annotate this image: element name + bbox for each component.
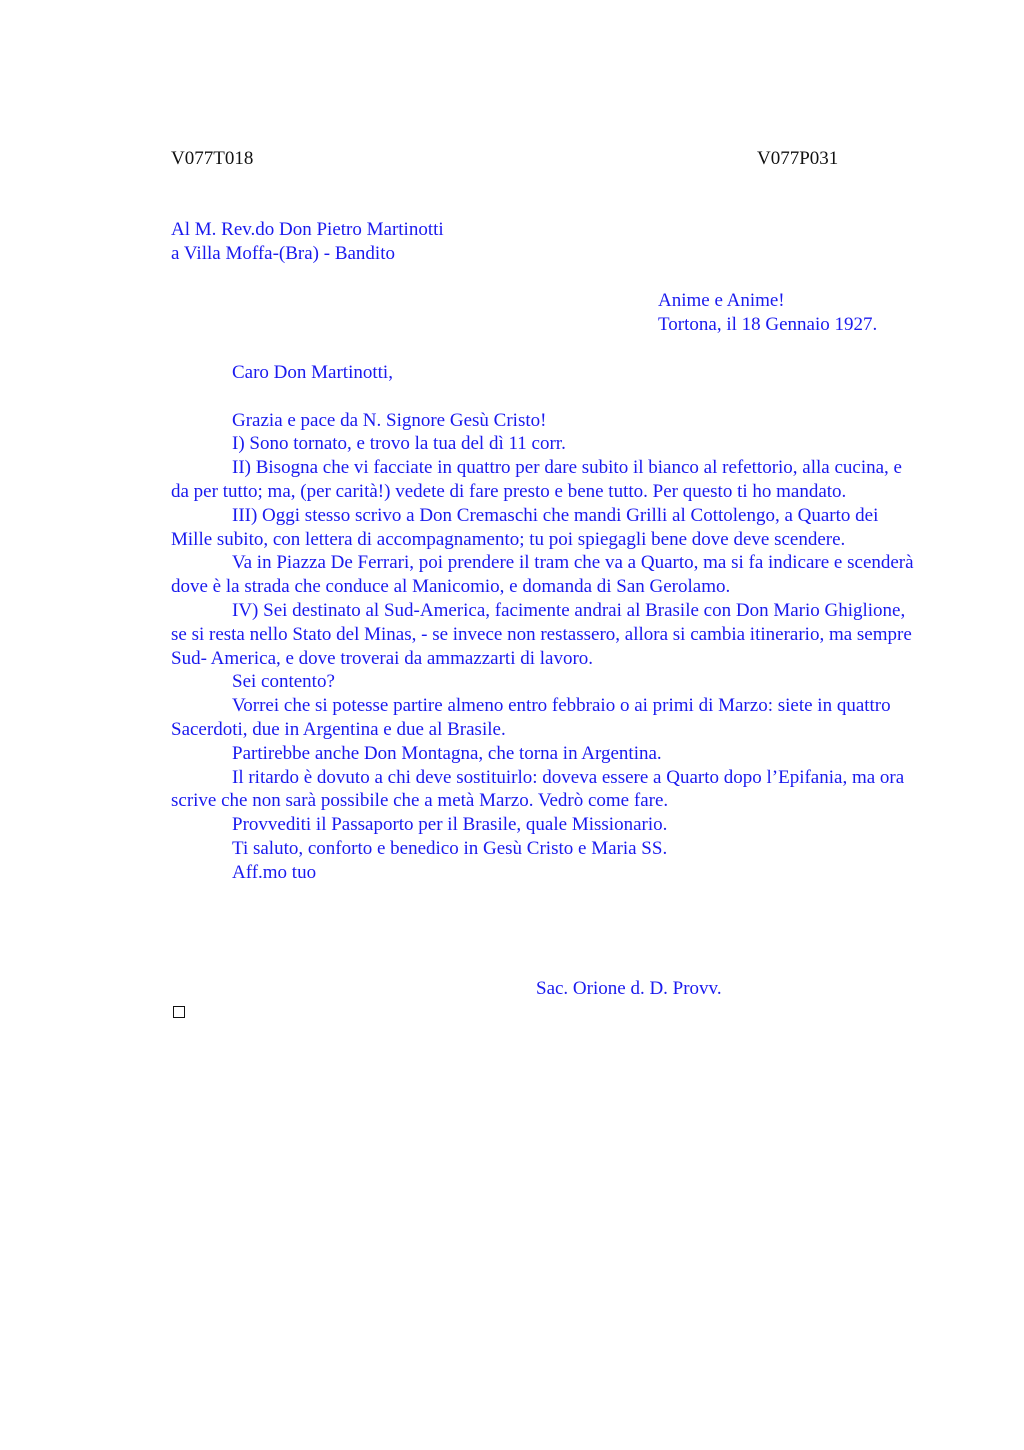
paragraph: Ti saluto, conforto e benedico in Gesù Cristo e Maria SS.: [232, 837, 668, 859]
paragraph: Il ritardo è dovuto a chi deve sostituirlo: doveva essere a Quarto dopo l’Epifania, ma ora scrive che non sarà possibile che a metà Marzo. Vedrò come fare.: [171, 766, 905, 812]
addressee-block: [171, 218, 444, 266]
paragraph: Aff.mo tuo: [232, 861, 317, 883]
addressee-line: Al M. Rev.do Don Pietro Martinotti: [171, 219, 444, 240]
letter-body: [171, 361, 916, 885]
paragraph: I) Sono tornato, e trovo la tua del dì 11 corr.: [232, 433, 566, 455]
paragraph: Grazia e pace da N. Signore Gesù Cristo!: [232, 409, 547, 431]
paragraph: Va in Piazza De Ferrari, poi prendere il tram che va a Quarto, ma si fa indicare e scenderà dove è la strada che conduce al Manicomio, e domanda di San Gerolamo.: [171, 552, 914, 598]
addressee-line: a Villa Moffa-(Bra) - Bandito: [171, 243, 395, 264]
document-code-right: V077P031: [757, 148, 839, 169]
paragraph: Sei contento?: [232, 671, 335, 693]
paragraph: II) Bisogna che vi facciate in quattro per dare subito il bianco al refettorio, alla cucina, e da per tutto; ma, (per carità!) vedete di fare presto e bene tutto. Per questo ti ho mandato.: [171, 457, 902, 502]
paragraph: Vorrei che si potesse partire almeno entro febbraio o ai primi di Marzo: siete in quattro Sacerdoti, due in Argentina e due al Brasile.: [171, 695, 891, 740]
salutation: Caro Don Martinotti,: [232, 362, 393, 383]
document-code-left: V077T018: [171, 148, 254, 169]
motto: Anime e Anime!: [658, 290, 785, 311]
place-date: Tortona, il 18 Gennaio 1927.: [658, 314, 878, 335]
dateline-block: [658, 289, 877, 337]
paragraph: IV) Sei destinato al Sud-America, facimente andrai al Brasile con Don Mario Ghiglione, se si resta nello Stato del Minas, - se invece non restassero, allora si cambia itinerario, ma sempre Sud- America, e dove troverai da ammazzarti di lavoro.: [171, 599, 912, 669]
end-marker-square-icon: [173, 1006, 185, 1018]
signature: Sac. Orione d. D. Provv.: [536, 978, 722, 999]
paragraph: III) Oggi stesso scrivo a Don Cremaschi che mandi Grilli al Cottolengo, a Quarto dei Mille subito, con lettera di accompagnamento; tu poi spiegagli bene dove deve scendere.: [171, 504, 879, 550]
paragraph: Partirebbe anche Don Montagna, che torna in Argentina.: [232, 742, 662, 764]
paragraph: Provvediti il Passaporto per il Brasile, quale Missionario.: [232, 814, 668, 836]
